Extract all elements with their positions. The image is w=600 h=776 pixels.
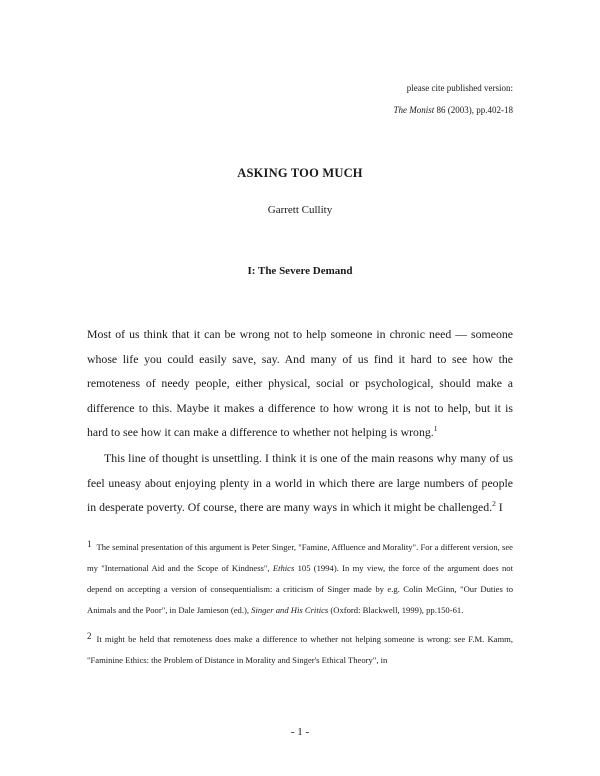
section-heading: I: The Severe Demand	[247, 265, 353, 277]
footnote-1-text-c: (Oxford: Blackwell, 1999), pp.150-61.	[328, 605, 464, 615]
paragraph-2-tail: I	[495, 500, 503, 514]
footnote-2-marker: 2	[87, 631, 92, 641]
footnote-1	[87, 534, 513, 621]
body-paragraph-2	[87, 446, 513, 520]
citation-reference	[393, 105, 513, 115]
paper-title: ASKING TOO MUCH	[237, 166, 363, 180]
footnote-1-text-a: The seminal presentation of this argument is Peter Singer, "Famine, Affluence and Morality". For a different version, see my "International Aid and the Scope of Kindness",	[87, 542, 513, 573]
author-name: Garrett Cullity	[267, 204, 333, 216]
footnote-ref-1: 1	[433, 424, 438, 434]
citation-note: please cite published version:	[406, 83, 513, 93]
footnote-1-text-b: 105 (1994). In my view, the force of the argument does not depend on accepting a version of consequentialism: a criticism of Singer made by e.g. Colin McGinn, "Our Duties to Animals and the Poor", in Dale Jamieson (ed.),	[87, 563, 513, 615]
footnote-2-text: It might be held that remoteness does make a difference to whether not helping someone is wrong: see F.M. Kamm, "Faminine Ethics: the Problem of Distance in Morality and Singer's Ethical Theory", in	[87, 634, 513, 665]
footnote-2	[87, 626, 513, 671]
page-number: - 1 -	[290, 726, 310, 738]
body-paragraph-1	[87, 322, 513, 445]
paragraph-2-text: This line of thought is unsettling. I think it is one of the main reasons why many of us feel uneasy about enjoying plenty in a world in which there are large numbers of people in desperate poverty. Of course, there are many ways in which it might be challenged.	[87, 451, 513, 514]
footnote-1-journal: Ethics	[272, 563, 295, 573]
paragraph-1-text: Most of us think that it can be wrong not to help someone in chronic need — someone whose life you could easily save, say. And many of us find it hard to see how the remoteness of needy people, either physical, social or psychological, should make a difference to this. Maybe it makes a difference to how wrong it is not to help, but it is hard to see how it can make a difference to whether not helping is wrong.	[87, 327, 513, 439]
footnote-ref-2: 2	[492, 499, 496, 509]
journal-name: The Monist	[393, 105, 435, 115]
footnote-1-marker: 1	[87, 539, 92, 549]
journal-volume-pages: 86 (2003), pp.402-18	[436, 105, 513, 115]
footnote-1-book: Singer and His Critics	[251, 605, 329, 615]
